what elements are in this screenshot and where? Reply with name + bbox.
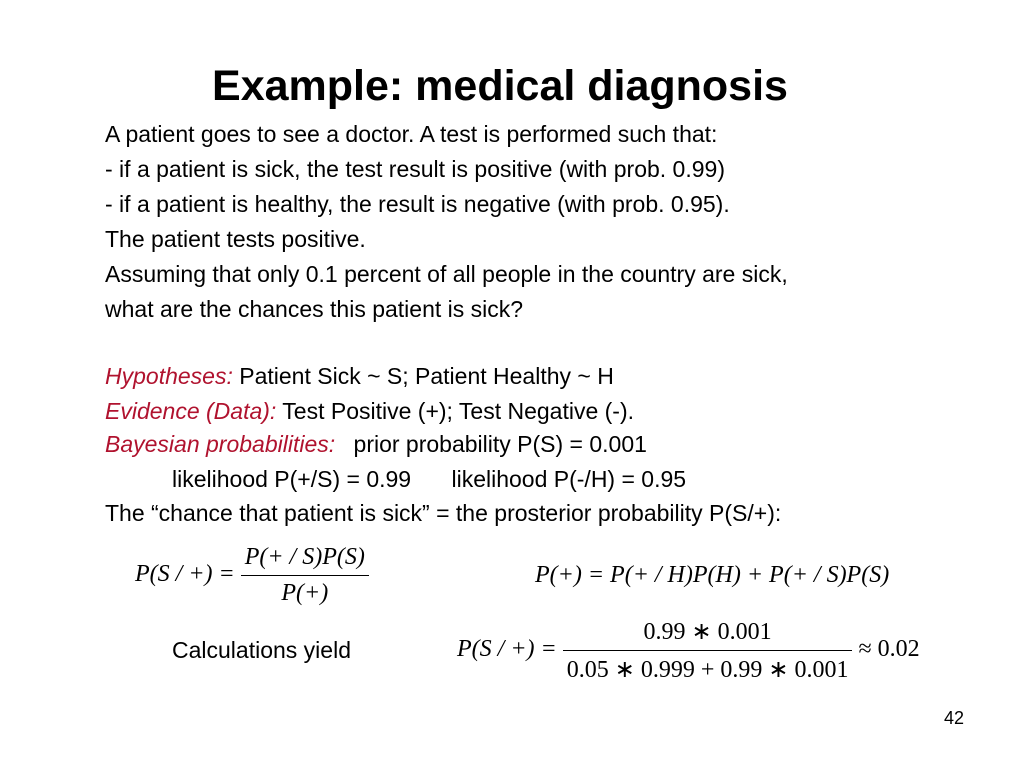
evidence-label: Evidence (Data): [105,398,277,424]
result-formula [457,617,920,684]
intro-line-1: A patient goes to see a doctor. A test is performed such that: [105,121,718,147]
intro-line-2: - if a patient is sick, the test result is positive (with prob. 0.99) [105,156,725,182]
bayes-formula-fraction [241,544,369,607]
hypotheses-label: Hypotheses: [105,363,233,389]
hypotheses-line [105,362,614,390]
likelihood-line [172,465,686,493]
bayes-label: Bayesian probabilities: [105,431,336,457]
hypotheses-text: Patient Sick ~ S; Patient Healthy ~ H [239,363,614,389]
likelihood-b: likelihood P(-/H) = 0.95 [451,466,687,492]
bayes-line [105,430,647,458]
result-formula-fraction [563,617,853,684]
result-formula-denominator: 0.05 ∗ 0.999 + 0.99 ∗ 0.001 [566,657,849,683]
page-number: 42 [943,708,964,728]
bayes-formula-lhs: P(S / +) = [135,561,235,588]
slide-title: Example: medical diagnosis [212,62,788,110]
total-probability-formula: P(+) = P(+ / H)P(H) + P(+ / S)P(S) [535,562,890,588]
result-formula-lhs: P(S / +) = [457,636,557,663]
bayes-formula-denominator: P(+) [281,580,329,606]
intro-line-3: - if a patient is healthy, the result is negative (with prob. 0.95). [105,191,730,217]
evidence-text: Test Positive (+); Test Negative (-). [282,398,635,424]
bayes-formula-numerator: P(+ / S)P(S) [244,544,365,570]
intro-line-5: Assuming that only 0.1 percent of all people in the country are sick, [105,261,788,287]
intro-line-6: what are the chances this patient is sick? [105,296,524,322]
chance-line: The “chance that patient is sick” = the prosterior probability P(S/+): [105,500,782,526]
bayes-formula [135,544,369,607]
result-formula-numerator: 0.99 ∗ 0.001 [643,619,772,645]
bayes-text: prior probability P(S) = 0.001 [353,431,647,457]
calculations-label: Calculations yield [172,637,351,663]
likelihood-a: likelihood P(+/S) = 0.99 [172,466,412,492]
intro-line-4: The patient tests positive. [105,226,366,252]
result-formula-rhs: ≈ 0.02 [858,636,920,663]
evidence-line [105,397,634,425]
